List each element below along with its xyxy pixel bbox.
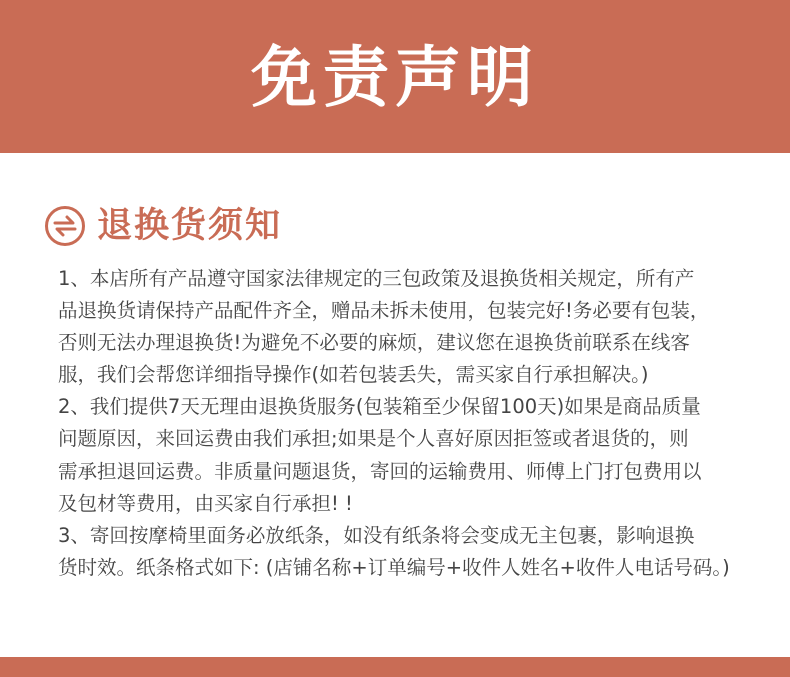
page-title: 免责声明 <box>251 39 539 116</box>
section-heading <box>45 202 282 250</box>
notice-line: 需承担退回运费。非质量问题退货，寄回的运输费用、师傅上门打包费用以 <box>58 459 702 483</box>
footer-bar <box>0 657 790 677</box>
notice-line: 问题原因，来回运费由我们承担;如果是个人喜好原因拒签或者退货的，则 <box>58 427 689 451</box>
notice-line: 1、本店所有产品遵守国家法律规定的三包政策及退换货相关规定，所有产 <box>58 267 695 290</box>
notice-line: 品退换货请保持产品配件齐全，赠品未拆未使用，包装完好!务必要有包装， <box>58 299 710 323</box>
header-banner <box>0 0 790 153</box>
notice-line: 否则无法办理退换货!为避免不必要的麻烦，建议您在退换货前联系在线客 <box>58 331 690 355</box>
notice-line: 服，我们会帮您详细指导操作(如若包装丢失，需买家自行承担解决。) <box>58 363 649 387</box>
notice-line: 2、我们提供7天无理由退换货服务(包装箱至少保留100天)如果是商品质量 <box>58 395 701 419</box>
notice-line: 3、寄回按摩椅里面务必放纸条，如没有纸条将会变成无主包裹，影响退换 <box>58 523 695 547</box>
notice-text <box>58 263 758 584</box>
notice-line: 及包材等费用，由买家自行承担! ! <box>58 491 353 515</box>
swap-arrows-icon <box>45 206 85 246</box>
section-title: 退换货须知 <box>97 206 283 246</box>
notice-line: 货时效。纸条格式如下: (店铺名称+订单编号+收件人姓名+收件人电话号码。) <box>58 555 730 579</box>
